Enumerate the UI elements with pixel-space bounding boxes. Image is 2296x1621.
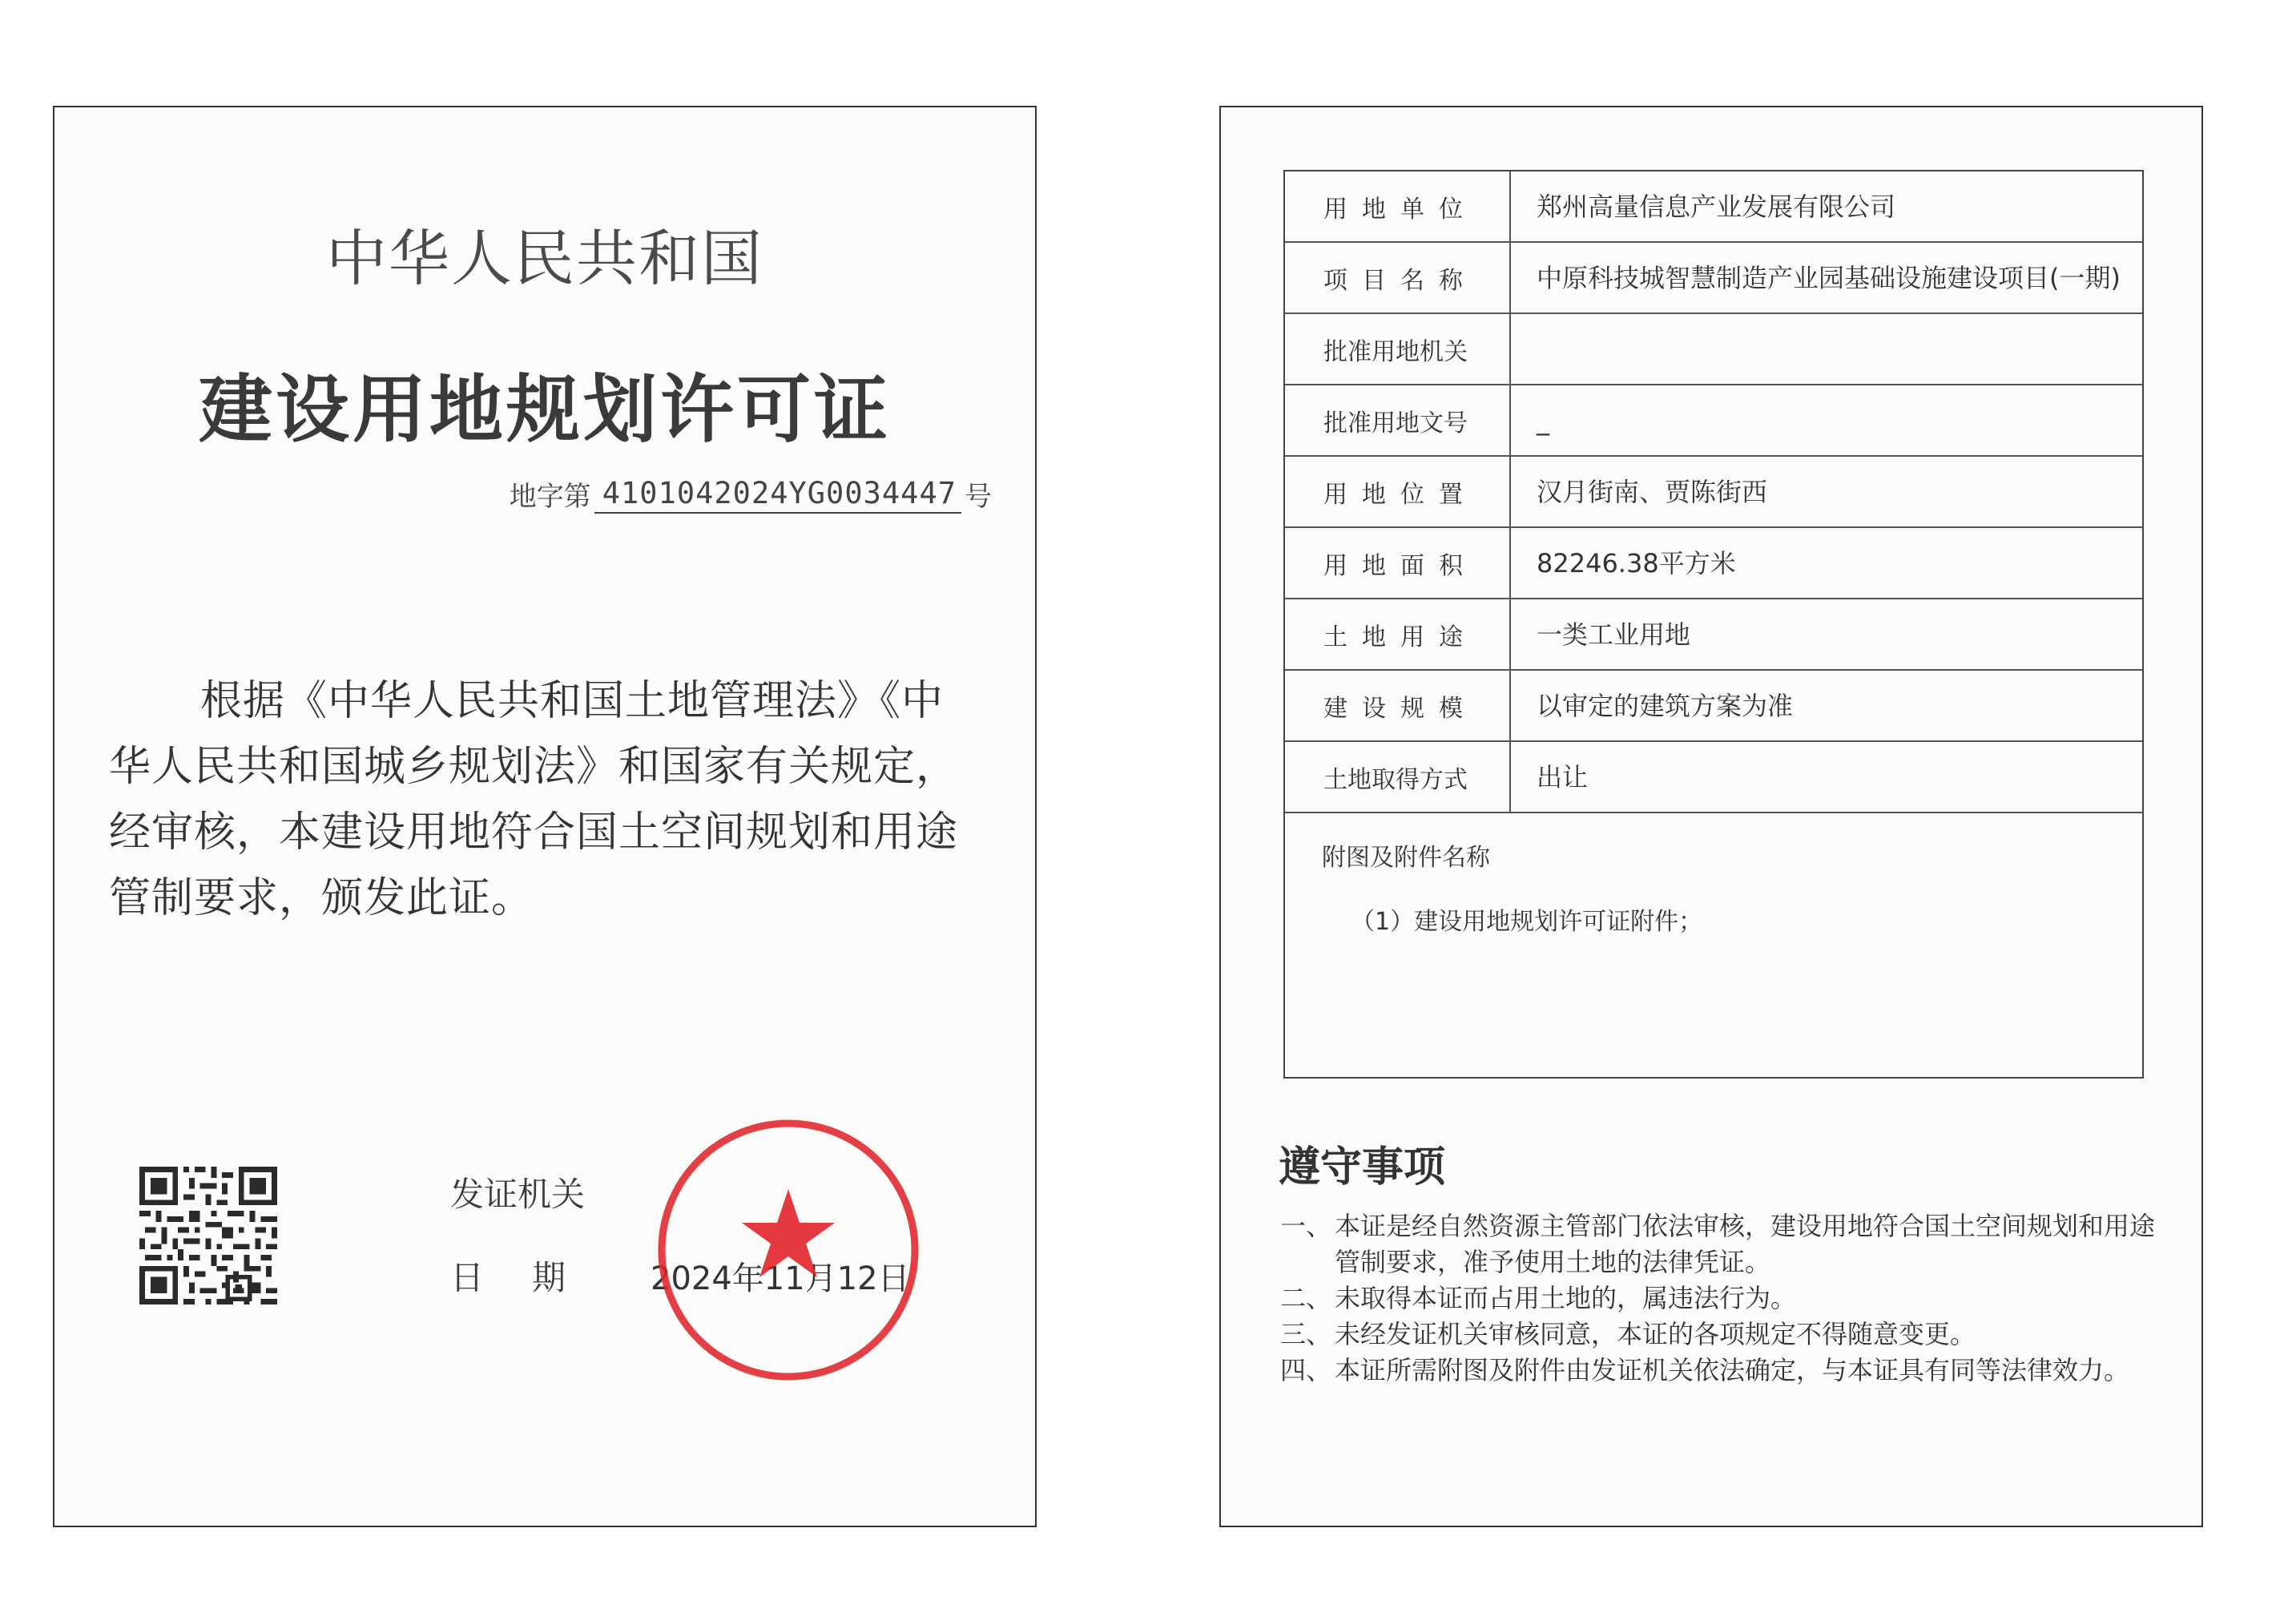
issue-date-label: 日期 (450, 1258, 614, 1297)
certificate-body-text: 根据《中华人民共和国土地管理法》《中华人民共和国城乡规划法》和国家有关规定，经审核，本建设用地符合国土空间规划和用途管制要求，颁发此证。 (109, 677, 959, 922)
attachments-title: 附图及附件名称 (1322, 844, 1490, 872)
notes-title: 遵守事项 (1279, 1143, 1446, 1192)
table-row (1285, 528, 2142, 599)
notes-list (1280, 1208, 2169, 1389)
row-value: 82246.38平方米 (1537, 547, 1736, 579)
qr-code-icon (139, 1167, 277, 1304)
row-label: 用地位置 (1285, 457, 1511, 526)
note-number: 一、 (1280, 1211, 1332, 1241)
row-label: 批准用地机关 (1285, 314, 1511, 384)
row-label: 建设规模 (1285, 671, 1511, 740)
row-label: 用地面积 (1285, 528, 1511, 598)
table-row (1285, 671, 2142, 742)
row-value: 郑州高量信息产业发展有限公司 (1537, 191, 1896, 222)
row-value: 一类工业用地 (1537, 619, 1691, 650)
row-value: 汉月街南、贾陈街西 (1537, 476, 1768, 507)
table-row (1285, 457, 2142, 528)
row-label: 用地单位 (1285, 171, 1511, 241)
table-row (1285, 171, 2142, 243)
note-number: 二、 (1280, 1283, 1332, 1313)
issue-date-value: 2024年11月12日 (651, 1260, 910, 1297)
table-row (1285, 243, 2142, 314)
note-text: 本证是经自然资源主管部门依法审核，建设用地符合国土空间规划和用途管制要求，准予使用土地的法律凭证。 (1335, 1211, 2156, 1277)
note-text: 未取得本证而占用土地的，属违法行为。 (1335, 1283, 1797, 1313)
note-text: 未经发证机关审核同意，本证的各项规定不得随意变更。 (1335, 1319, 1976, 1349)
country-heading: 中华人民共和国 (326, 223, 763, 294)
land-info-table (1283, 170, 2144, 1079)
certificate-number-suffix: 号 (965, 481, 992, 513)
note-number: 四、 (1280, 1355, 1332, 1385)
certificate-number-prefix: 地字第 (509, 481, 591, 513)
official-seal-icon (652, 1114, 924, 1386)
row-label: 土地用途 (1285, 599, 1511, 669)
table-row (1285, 314, 2142, 385)
note-item (1280, 1317, 2169, 1353)
attachments-section (1285, 813, 2142, 937)
note-number: 三、 (1280, 1319, 1332, 1349)
note-item (1280, 1353, 2169, 1389)
table-row (1285, 742, 2142, 813)
row-label: 项目名称 (1285, 243, 1511, 313)
row-value: 出让 (1537, 761, 1589, 792)
row-value (1511, 314, 2142, 384)
table-row (1285, 385, 2142, 457)
note-item (1280, 1280, 2169, 1317)
row-value: 以审定的建筑方案为准 (1537, 690, 1794, 721)
issuing-authority-label: 发证机关 (450, 1175, 586, 1214)
row-value: _ (1537, 405, 1549, 436)
certificate-front-page (53, 106, 1037, 1527)
row-label: 土地取得方式 (1285, 742, 1511, 812)
row-label: 批准用地文号 (1285, 385, 1511, 455)
certificate-number-row (510, 474, 992, 514)
note-text: 本证所需附图及附件由发证机关依法确定，与本证具有同等法律效力。 (1335, 1355, 2130, 1385)
certificate-title: 建设用地规划许可证 (198, 367, 891, 453)
table-row (1285, 599, 2142, 671)
note-item (1280, 1208, 2169, 1280)
certificate-back-page (1219, 106, 2203, 1527)
certificate-number: 4101042024YG0034447 (594, 476, 961, 514)
row-value: 中原科技城智慧制造产业园基础设施建设项目(一期) (1537, 262, 2121, 293)
attachment-item: （1）建设用地规划许可证附件； (1351, 908, 1703, 936)
